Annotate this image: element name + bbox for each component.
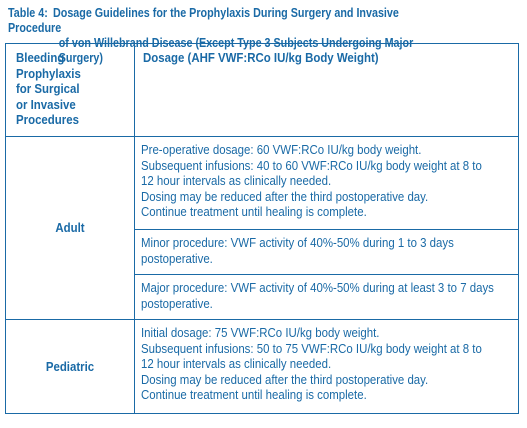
header-row [6, 44, 519, 137]
header-line: Prophylaxis [16, 65, 81, 81]
pediatric-dosage-cell [135, 320, 519, 414]
header-line: for Surgical [16, 81, 80, 97]
text-line: postoperative. [141, 250, 213, 266]
text-line: 12 hour intervals as clinically needed. [141, 356, 332, 372]
caption-line-1: Dosage Guidelines for the Prophylaxis During Surgery and Invasive Procedure [8, 6, 399, 35]
row-label-pediatric: Pediatric [6, 320, 135, 414]
table-row [6, 320, 519, 414]
text-line: Major procedure: VWF activity of 40%-50% during at least 3 to 7 days [141, 280, 494, 295]
text-line: 12 hour intervals as clinically needed. [141, 173, 332, 189]
text-line: Subsequent infusions: 40 to 60 VWF:RCo IU/kg body weight at 8 to [141, 157, 482, 173]
table-number: Table 4: [8, 6, 48, 20]
adult-minor-procedure-cell [135, 230, 519, 275]
text-line: Dosing may be reduced after the third postoperative day. [141, 188, 429, 204]
text-line: Dosing may be reduced after the third postoperative day. [141, 371, 429, 387]
text-line: Continue treatment until healing is complete. [141, 387, 367, 403]
dosage-table [5, 43, 519, 414]
text-line: postoperative. [141, 295, 213, 311]
text-line: Pre-operative dosage: 60 VWF:RCo IU/kg body weight. [141, 142, 422, 157]
header-line: Bleeding [16, 50, 65, 65]
header-line: or Invasive [16, 96, 76, 112]
text-line: Minor procedure: VWF activity of 40%-50% during 1 to 3 days [141, 235, 454, 250]
adult-dosage-cell [135, 137, 519, 230]
header-line: Procedures [16, 112, 79, 128]
row-label-adult: Adult [6, 137, 135, 320]
text-line: Subsequent infusions: 50 to 75 VWF:RCo IU/kg body weight at 8 to [141, 340, 482, 356]
caption-line-2: of von Willebrand Disease (Except Type 3 Subjects Undergoing Major Surgery) [58, 36, 414, 65]
adult-major-procedure-cell [135, 275, 519, 320]
header-dosage: Dosage (AHF VWF:RCo IU/kg Body Weight) [135, 44, 519, 137]
text-line: Continue treatment until healing is complete. [141, 204, 367, 220]
text-line: Initial dosage: 75 VWF:RCo IU/kg body weight. [141, 325, 380, 340]
table-row [6, 137, 519, 230]
header-procedure-type [6, 44, 135, 137]
